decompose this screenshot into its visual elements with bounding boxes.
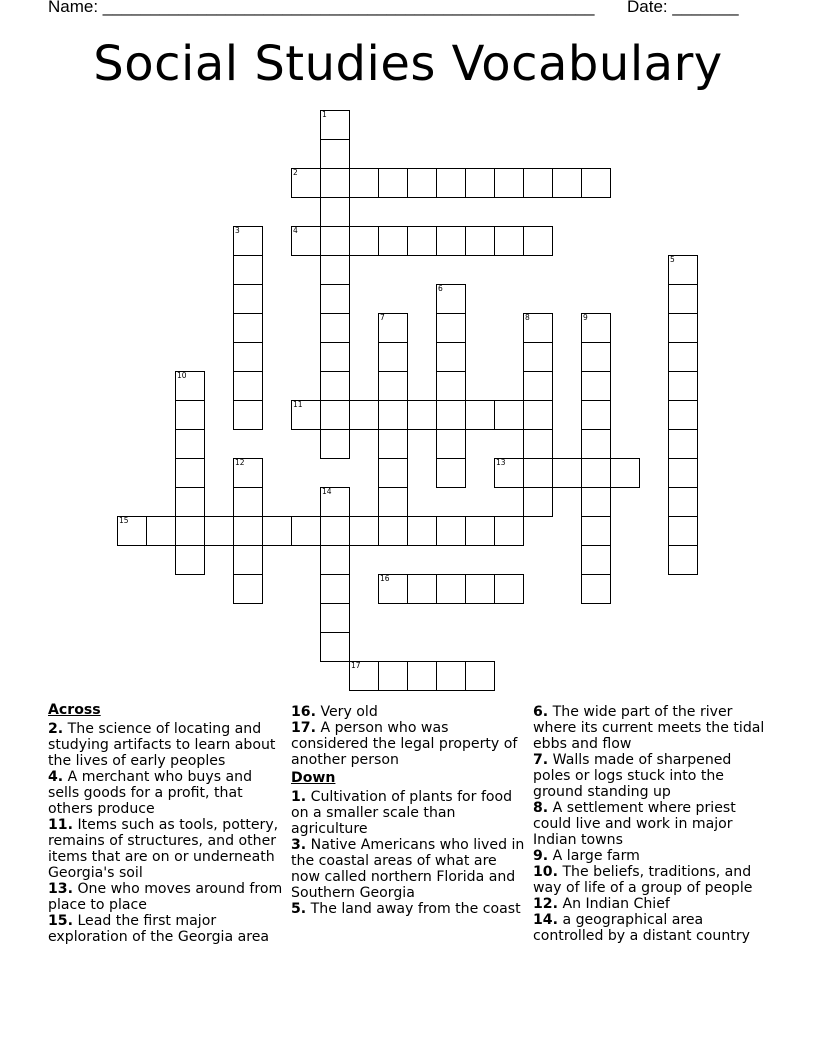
clue-down-8: 8. A settlement where priest could live and work in major Indian towns — [533, 800, 736, 848]
crossword-cell[interactable] — [494, 226, 524, 256]
crossword-cell[interactable] — [117, 516, 147, 546]
crossword-cell[interactable] — [494, 574, 524, 604]
cell-number: 16 — [380, 574, 390, 583]
crossword-cell[interactable] — [320, 342, 350, 372]
crossword-cell[interactable] — [320, 168, 350, 198]
crossword-cell[interactable] — [668, 516, 698, 546]
crossword-cell[interactable] — [581, 168, 611, 198]
crossword-cell[interactable] — [552, 458, 582, 488]
crossword-cell[interactable] — [407, 516, 437, 546]
clue-down-1: 1. Cultivation of plants for food on a smaller scale than agriculture — [291, 789, 513, 837]
crossword-cell[interactable] — [320, 400, 350, 430]
crossword-cell[interactable] — [378, 429, 408, 459]
crossword-cell[interactable] — [465, 400, 495, 430]
crossword-cell[interactable] — [436, 342, 466, 372]
crossword-cell[interactable] — [175, 371, 205, 401]
crossword-cell[interactable] — [494, 168, 524, 198]
clue-across-17: 17. A person who was considered the legal property of another person — [291, 720, 518, 768]
crossword-cell[interactable] — [436, 371, 466, 401]
clue-column-3 — [533, 700, 765, 944]
crossword-cell[interactable] — [378, 168, 408, 198]
cell-number: 17 — [351, 661, 361, 670]
crossword-cell[interactable] — [233, 545, 263, 575]
crossword-cell[interactable] — [465, 661, 495, 691]
crossword-cell[interactable] — [436, 516, 466, 546]
crossword-cell[interactable] — [407, 400, 437, 430]
crossword-cell[interactable] — [175, 429, 205, 459]
crossword-cell[interactable] — [436, 168, 466, 198]
crossword-cell[interactable] — [320, 487, 350, 517]
crossword-cell[interactable] — [668, 313, 698, 343]
crossword-cell[interactable] — [407, 574, 437, 604]
page-title: Social Studies Vocabulary — [93, 36, 723, 92]
crossword-cell[interactable] — [320, 574, 350, 604]
crossword-cell[interactable] — [465, 516, 495, 546]
crossword-cell[interactable] — [320, 313, 350, 343]
clue-across-2: 2. The science of locating and studying artifacts to learn about the lives of early peoples — [48, 721, 276, 769]
crossword-cell[interactable] — [668, 342, 698, 372]
crossword-cell[interactable] — [233, 574, 263, 604]
crossword-cell[interactable] — [436, 400, 466, 430]
down-heading: Down — [291, 770, 336, 786]
crossword-cell[interactable] — [378, 574, 408, 604]
crossword-cell[interactable] — [233, 284, 263, 314]
crossword-cell[interactable] — [523, 168, 553, 198]
crossword-cell[interactable] — [320, 284, 350, 314]
cell-number: 15 — [119, 516, 129, 525]
crossword-cell[interactable] — [581, 545, 611, 575]
cell-number: 14 — [322, 487, 332, 496]
crossword-cell[interactable] — [320, 603, 350, 633]
crossword-cell[interactable] — [523, 342, 553, 372]
crossword-cell[interactable] — [175, 516, 205, 546]
crossword-cell[interactable] — [436, 458, 466, 488]
crossword-cell[interactable] — [668, 545, 698, 575]
crossword-cell[interactable] — [233, 255, 263, 285]
crossword-cell[interactable] — [349, 226, 379, 256]
clue-down-3: 3. Native Americans who lived in the coastal areas of what are now called northern Florida and Southern Georgia — [291, 837, 525, 901]
crossword-cell[interactable] — [668, 371, 698, 401]
cell-number: 2 — [293, 168, 298, 177]
crossword-cell[interactable] — [668, 429, 698, 459]
crossword-cell[interactable] — [378, 400, 408, 430]
crossword-cell[interactable] — [146, 516, 176, 546]
crossword-cell[interactable] — [320, 632, 350, 662]
crossword-cell[interactable] — [581, 516, 611, 546]
crossword-cell[interactable] — [378, 516, 408, 546]
crossword-cell[interactable] — [233, 313, 263, 343]
crossword-cell[interactable] — [581, 487, 611, 517]
cell-number: 5 — [670, 255, 675, 264]
crossword-cell[interactable] — [204, 516, 234, 546]
crossword-cell[interactable] — [320, 545, 350, 575]
crossword-cell[interactable] — [436, 313, 466, 343]
crossword-cell[interactable] — [668, 255, 698, 285]
crossword-cell[interactable] — [581, 429, 611, 459]
cell-number: 6 — [438, 284, 443, 293]
clue-across-13: 13. One who moves around from place to place — [48, 881, 283, 913]
crossword-cell[interactable] — [523, 429, 553, 459]
crossword-cell[interactable] — [349, 661, 379, 691]
crossword-cell[interactable] — [291, 226, 321, 256]
crossword-cell[interactable] — [407, 226, 437, 256]
cell-number: 8 — [525, 313, 530, 322]
crossword-cell[interactable] — [465, 226, 495, 256]
crossword-cell[interactable] — [581, 342, 611, 372]
cell-number: 9 — [583, 313, 588, 322]
crossword-cell[interactable] — [349, 168, 379, 198]
cell-number: 7 — [380, 313, 385, 322]
crossword-cell[interactable] — [378, 458, 408, 488]
cell-number: 11 — [293, 400, 303, 409]
crossword-cell[interactable] — [523, 371, 553, 401]
clue-down-12: 12. An Indian Chief — [533, 896, 670, 912]
crossword-cell[interactable] — [581, 313, 611, 343]
crossword-cell[interactable] — [233, 487, 263, 517]
crossword-cell[interactable] — [291, 400, 321, 430]
across-heading: Across — [48, 702, 101, 718]
crossword-cell[interactable] — [465, 574, 495, 604]
cell-number: 3 — [235, 226, 240, 235]
crossword-cell[interactable] — [320, 429, 350, 459]
clue-down-6: 6. The wide part of the river where its current meets the tidal ebbs and flow — [533, 704, 765, 752]
clue-across-16: 16. Very old — [291, 704, 378, 720]
clue-down-14: 14. a geographical area controlled by a distant country — [533, 912, 750, 944]
clue-down-5: 5. The land away from the coast — [291, 901, 521, 917]
clue-across-15: 15. Lead the first major exploration of the Georgia area — [48, 913, 269, 945]
cell-number: 1 — [322, 110, 327, 119]
crossword-cell[interactable] — [407, 661, 437, 691]
crossword-cell[interactable] — [378, 342, 408, 372]
crossword-cell[interactable] — [436, 429, 466, 459]
crossword-cell[interactable] — [581, 574, 611, 604]
crossword-cell[interactable] — [262, 516, 292, 546]
crossword-cell[interactable] — [291, 516, 321, 546]
clue-down-9: 9. A large farm — [533, 848, 640, 864]
crossword-cell[interactable] — [436, 574, 466, 604]
crossword-cell[interactable] — [233, 342, 263, 372]
clue-column-1 — [48, 700, 284, 945]
crossword-cell[interactable] — [291, 168, 321, 198]
crossword-cell[interactable] — [349, 400, 379, 430]
crossword-cell[interactable] — [668, 487, 698, 517]
clue-down-7: 7. Walls made of sharpened poles or logs stuck into the ground standing up — [533, 752, 732, 800]
crossword-cell[interactable] — [349, 516, 379, 546]
crossword-cell[interactable] — [233, 400, 263, 430]
crossword-cell[interactable] — [378, 371, 408, 401]
crossword-cell[interactable] — [523, 313, 553, 343]
crossword-cell[interactable] — [378, 313, 408, 343]
crossword-cell[interactable] — [175, 545, 205, 575]
crossword-cell[interactable] — [233, 458, 263, 488]
crossword-cell[interactable] — [494, 458, 524, 488]
crossword-cell[interactable] — [378, 226, 408, 256]
crossword-cell[interactable] — [436, 661, 466, 691]
crossword-cell[interactable] — [465, 168, 495, 198]
crossword-cell[interactable] — [668, 400, 698, 430]
crossword-cell[interactable] — [320, 371, 350, 401]
date-field-label: Date: _______ — [627, 0, 739, 16]
crossword-cell[interactable] — [523, 458, 553, 488]
crossword-cell[interactable] — [175, 458, 205, 488]
cell-number: 4 — [293, 226, 298, 235]
cell-number: 13 — [496, 458, 506, 467]
crossword-cell[interactable] — [581, 400, 611, 430]
crossword-cell[interactable] — [581, 371, 611, 401]
crossword-cell[interactable] — [552, 168, 582, 198]
cell-number: 10 — [177, 371, 187, 380]
crossword-cell[interactable] — [523, 226, 553, 256]
crossword-cell[interactable] — [320, 516, 350, 546]
crossword-cell[interactable] — [610, 458, 640, 488]
crossword-cell[interactable] — [668, 458, 698, 488]
clue-down-10: 10. The beliefs, traditions, and way of life of a group of people — [533, 864, 753, 896]
crossword-cell[interactable] — [320, 255, 350, 285]
crossword-cell[interactable] — [320, 226, 350, 256]
clue-across-11: 11. Items such as tools, pottery, remains of structures, and other items that are on or underneath Georgia's soil — [48, 817, 279, 881]
crossword-cell[interactable] — [378, 487, 408, 517]
crossword-cell[interactable] — [175, 487, 205, 517]
crossword-cell[interactable] — [233, 371, 263, 401]
crossword-cell[interactable] — [320, 139, 350, 169]
crossword-cell[interactable] — [436, 226, 466, 256]
clue-column-2 — [291, 700, 527, 917]
crossword-cell[interactable] — [523, 400, 553, 430]
crossword-cell[interactable] — [494, 516, 524, 546]
crossword-cell[interactable] — [320, 197, 350, 227]
crossword-cell[interactable] — [494, 400, 524, 430]
crossword-cell[interactable] — [378, 661, 408, 691]
crossword-cell[interactable] — [581, 458, 611, 488]
crossword-cell[interactable] — [175, 400, 205, 430]
crossword-cell[interactable] — [320, 110, 350, 140]
crossword-cell[interactable] — [523, 487, 553, 517]
crossword-cell[interactable] — [233, 516, 263, 546]
crossword-cell[interactable] — [668, 284, 698, 314]
crossword-cell[interactable] — [233, 226, 263, 256]
crossword-cell[interactable] — [407, 168, 437, 198]
name-field-label: Name: ____________________________________________________ — [48, 0, 595, 16]
cell-number: 12 — [235, 458, 245, 467]
clue-across-4: 4. A merchant who buys and sells goods for a profit, that others produce — [48, 769, 253, 817]
crossword-cell[interactable] — [436, 284, 466, 314]
